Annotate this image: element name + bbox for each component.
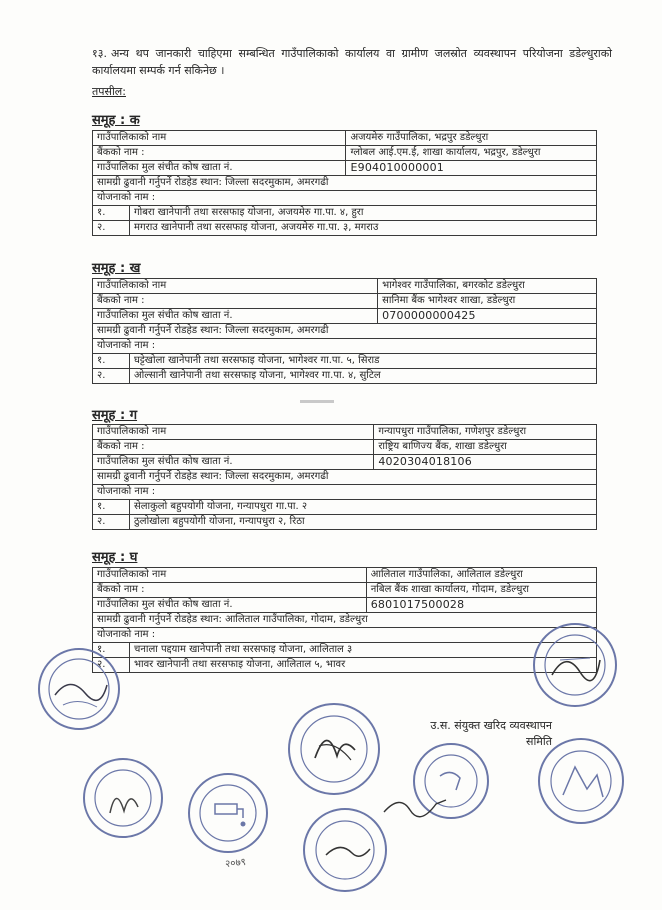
row-label: गाउँपालिका मुल संचीत कोष खाता नं. [93, 161, 346, 176]
project-name: गोबरा खानेपानी तथा सरसफाइ योजना, अजयमेरु गा.पा. ४, हुरा [130, 206, 597, 221]
project-row [93, 515, 597, 530]
project-row [93, 643, 597, 658]
row-value: भागेश्वर गाउँपालिका, बगरकोट डडेल्धुरा [378, 279, 597, 294]
info-paragraph [92, 45, 612, 79]
projects-label: योजनाको नाम : [93, 191, 597, 206]
municipality-row [93, 568, 597, 583]
account-row [93, 161, 597, 176]
projects-label-row [93, 339, 597, 354]
project-number: २. [93, 515, 130, 530]
municipality-row [93, 131, 597, 146]
project-name: ओल्सानी खानेपानी तथा सरसफाइ योजना, भागेश्वर गा.पा. ४, सुटिल [130, 369, 597, 384]
seal-stamp-bottom-5 [535, 735, 627, 827]
project-number: २. [93, 221, 130, 236]
project-name: सेलाकुलो बहुपयोगी योजना, गन्यापधुरा गा.पा. २ [130, 500, 597, 515]
location-row [93, 470, 597, 485]
location-text: सामग्री ढुवानी गर्नुपर्ने रोडहेड स्थान: जिल्ला सदरमुकाम, अमरगढी [93, 176, 597, 191]
row-label: गाउँपालिकाको नाम [93, 279, 378, 294]
project-number: १. [93, 500, 130, 515]
group-title: समूह : ख [92, 261, 141, 276]
project-row [93, 206, 597, 221]
row-label: गाउँपालिकाको नाम [93, 568, 367, 583]
projects-label-row [93, 485, 597, 500]
seal-stamp-bottom-2 [185, 770, 271, 856]
row-value: आलिताल गाउँपालिका, आलिताल डडेल्धुरा [366, 568, 596, 583]
project-name: ठुलोखोला बहुपयोगी योजना, गन्यापधुरा २, रिठा [130, 515, 597, 530]
group-table [92, 424, 597, 530]
project-name: भावर खानेपानी तथा सरसफाइ योजना, आलिताल ५, भावर [130, 658, 597, 673]
project-row [93, 354, 597, 369]
project-row [93, 658, 597, 673]
row-value: राष्ट्रिय बाणिज्य बैंक, शाखा डडेल्धुरा [374, 440, 597, 455]
location-text: सामग्री ढुवानी गर्नुपर्ने रोडहेड स्थान: आलिताल गाउँपालिका, गोदाम, डडेल्धुरा [93, 613, 597, 628]
project-number: १. [93, 643, 130, 658]
project-name: घट्टेखोला खानेपानी तथा सरसफाइ योजना, भागेश्वर गा.पा. ५, सिराड [130, 354, 597, 369]
project-number: १. [93, 206, 130, 221]
row-label: गाउँपालिका मुल संचीत कोष खाता नं. [93, 598, 367, 613]
group-table [92, 567, 597, 673]
row-value: ग्लोबल आई.एम.ई, शाखा कार्यालय, भद्रपुर, डडेल्धुरा [346, 146, 597, 161]
location-text: सामग्री ढुवानी गर्नुपर्ने रोडहेड स्थान: जिल्ला सदरमुकाम, अमरगढी [93, 470, 597, 485]
group-table [92, 278, 597, 384]
projects-label: योजनाको नाम : [93, 628, 597, 643]
row-label: बैंकको नाम : [93, 440, 374, 455]
projects-label-row [93, 191, 597, 206]
project-number: १. [93, 354, 130, 369]
row-value: E904010000001 [346, 161, 597, 176]
project-row [93, 500, 597, 515]
bank-row [93, 583, 597, 598]
row-label: बैंकको नाम : [93, 583, 367, 598]
scan-smudge [300, 400, 334, 403]
group-title: समूह : क [92, 113, 140, 128]
project-row [93, 369, 597, 384]
handwritten-note: २०७९ [224, 856, 247, 871]
row-label: बैंकको नाम : [93, 146, 346, 161]
project-name: मगराउ खानेपानी तथा सरसफाइ योजना, अजयमेरु गा.पा. ३, मगराउ [130, 221, 597, 236]
projects-label: योजनाको नाम : [93, 485, 597, 500]
project-row [93, 221, 597, 236]
seal-stamp-bottom-1 [80, 755, 166, 841]
row-value: सानिमा बैंक भागेश्वर शाखा, डडेल्धुरा [378, 294, 597, 309]
seal-stamp-left [35, 645, 123, 733]
account-row [93, 455, 597, 470]
account-row [93, 598, 597, 613]
row-value: गन्यापधुरा गाउँपालिका, गणेशपुर डडेल्धुरा [374, 425, 597, 440]
municipality-row [93, 425, 597, 440]
account-row [93, 309, 597, 324]
seal-stamp-center [285, 700, 383, 798]
row-value: 4020304018106 [374, 455, 597, 470]
row-value: नबिल बैंक शाखा कार्यालय, गोदाम, डडेल्धुरा [366, 583, 596, 598]
municipality-row [93, 279, 597, 294]
row-value: 6801017500028 [366, 598, 596, 613]
group-table [92, 130, 597, 236]
paragraph-number: १३. [92, 47, 107, 60]
committee-line-2: समिति [526, 735, 552, 748]
details-heading: तपसील: [92, 85, 126, 98]
paragraph-text: अन्य थप जानकारी चाहिएमा सम्बन्धित गाउँपालिकाको कार्यालय वा ग्रामीण जलस्रोत व्यवस्थापन परियोजना डडेल्धुराको कार्यालयमा सम्पर्क गर्न सकिनेछ । [92, 47, 612, 77]
project-number: २. [93, 369, 130, 384]
row-label: गाउँपालिका मुल संचीत कोष खाता नं. [93, 455, 374, 470]
row-value: अजयमेरु गाउँपालिका, भद्रपुर डडेल्धुरा [346, 131, 597, 146]
bank-row [93, 440, 597, 455]
bank-row [93, 294, 597, 309]
location-row [93, 613, 597, 628]
projects-label: योजनाको नाम : [93, 339, 597, 354]
committee-line-1: उ.स. संयुक्त खरिद व्यवस्थापन [430, 719, 552, 732]
project-name: चनाला पद्दयाम खानेपानी तथा सरसफाइ योजना, आलिताल ३ [130, 643, 597, 658]
row-label: गाउँपालिकाको नाम [93, 131, 346, 146]
seal-stamp-right [530, 620, 620, 710]
row-value: 0700000000425 [378, 309, 597, 324]
signature-scribble [380, 790, 450, 820]
projects-label-row [93, 628, 597, 643]
location-row [93, 324, 597, 339]
bank-row [93, 146, 597, 161]
location-row [93, 176, 597, 191]
location-text: सामग्री ढुवानी गर्नुपर्ने रोडहेड स्थान: जिल्ला सदरमुकाम, अमरगढी [93, 324, 597, 339]
group-title: समूह : ग [92, 408, 138, 423]
seal-stamp-bottom-3 [300, 805, 390, 895]
row-label: गाउँपालिका मुल संचीत कोष खाता नं. [93, 309, 378, 324]
row-label: गाउँपालिकाको नाम [93, 425, 374, 440]
project-number: २. [93, 658, 130, 673]
row-label: बैंकको नाम : [93, 294, 378, 309]
group-title: समूह : घ [92, 550, 138, 565]
